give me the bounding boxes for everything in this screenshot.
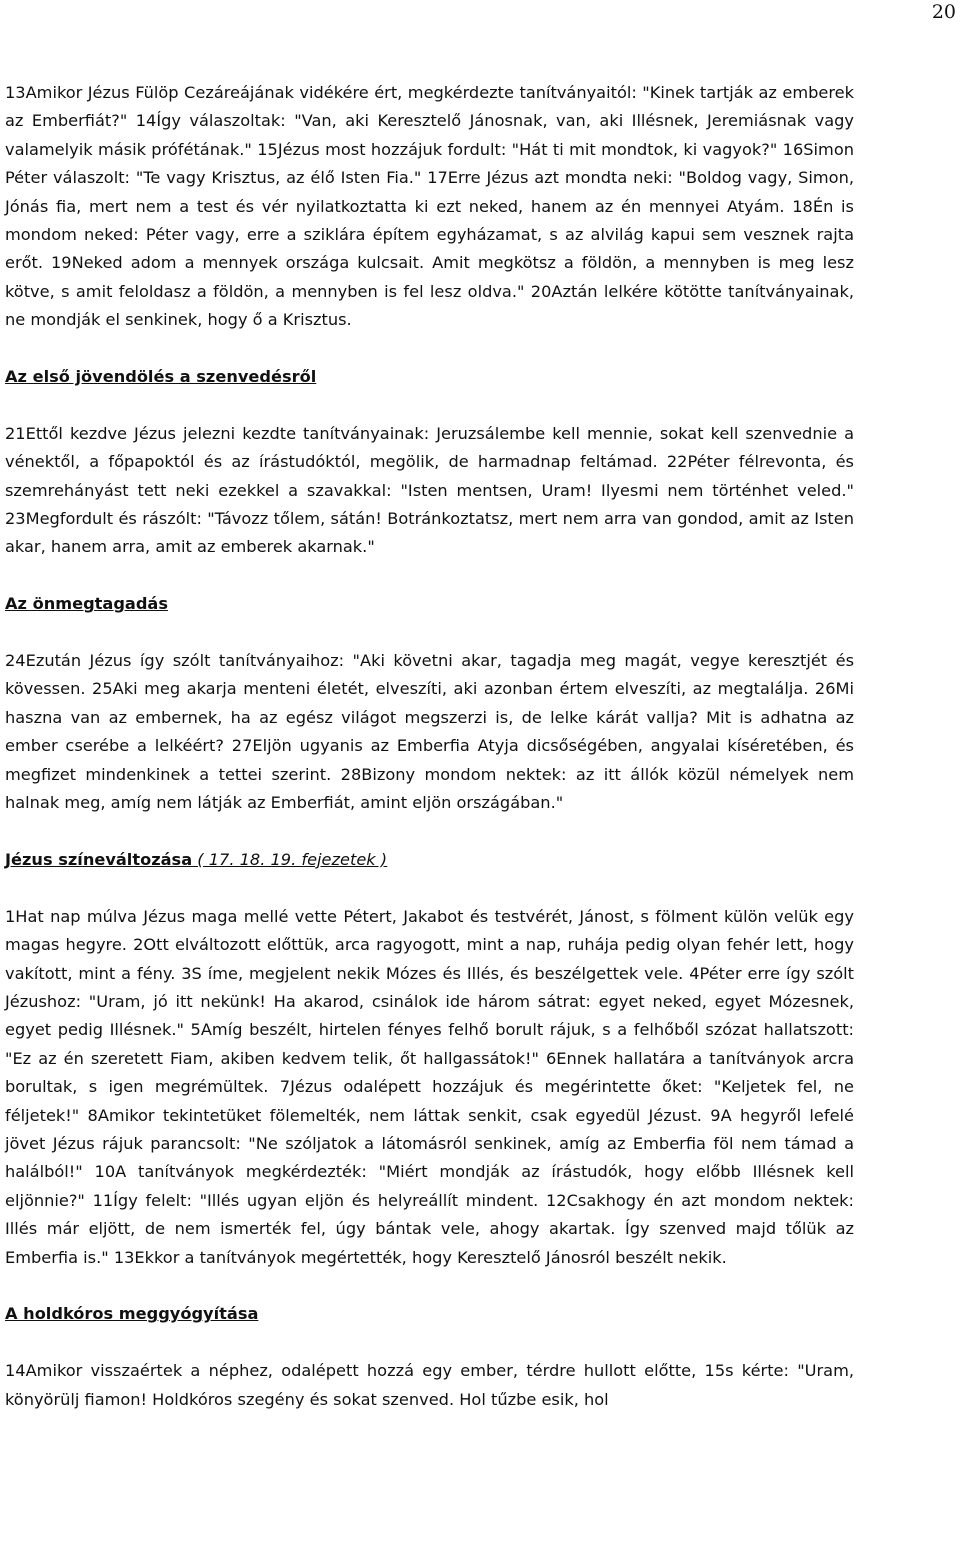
- heading-first-passion-prediction: [5, 363, 854, 391]
- page-number: 20: [931, 1, 956, 23]
- heading-text: Jézus színeváltozása: [5, 849, 193, 869]
- heading-text: Az első jövendölés a szenvedésről: [5, 367, 317, 387]
- paragraph-self-denial: 24Ezután Jézus így szólt tanítványaihoz: "Aki követni akar, tagadja meg magát, vegye keresztjét és kövessen. 25Aki meg akarja menteni életét, elveszíti, aki azonban értem elveszíti, az megtalálja. 26Mi haszna van az embernek, ha az egész világot megszerzi is, de lelke kárát vallja? Mit is adhatna az ember cserébe a lelkéért? 27Eljön ugyanis az Emberfia Atyja dicsőségében, angyalai kíséretében, és megfizet mindenkinek a tettei szerint. 28Bizony mondom nektek: az itt állók közül némelyek nem halnak meg, amíg nem látják az Emberfiát, amint eljön országában.": [5, 651, 854, 813]
- heading-text: Az önmegtagadás: [5, 594, 168, 614]
- paragraph-passion-prediction: 21Ettől kezdve Jézus jelezni kezdte tanítványainak: Jeruzsálembe kell mennie, sokat kell szenvednie a vénektől, a főpapoktól és az írástudóktól, megölik, de harmadnap feltámad. 22Péter félrevonta, és szemrehányást tett neki ezekkel a szavakkal: "Isten mentsen, Uram! Ilyesmi nem történhet veled." 23Megfordult és rászólt: "Távozz tőlem, sátán! Botránkoztatsz, mert nem arra van gondod, amit az Isten akar, hanem arra, amit az emberek akarnak.": [5, 423, 854, 557]
- heading-text: A holdkóros meggyógyítása: [5, 1304, 259, 1324]
- paragraph-healing-epileptic: 14Amikor visszaértek a néphez, odalépett hozzá egy ember, térdre hullott előtte, 15s kérte: "Uram, könyörülj fiamon! Holdkóros szegény és sokat szenved. Hol tűzbe esik, hol: [5, 1361, 854, 1409]
- paragraph-transfiguration: 1Hat nap múlva Jézus maga mellé vette Pétert, Jakabot és testvérét, Jánost, s fölment külön velük egy magas hegyre. 2Ott elváltozott előttük, arca ragyogott, mint a nap, ruhája pedig olyan fehér lett, hogy vakított, mint a fény. 3S íme, megjelent nekik Mózes és Illés, és beszélgettek vele. 4Péter erre így szólt Jézushoz: "Uram, jó itt nekünk! Ha akarod, csinálok ide három sátrat: egyet neked, egyet Mózesnek, egyet pedig Illésnek." 5Amíg beszélt, hirtelen fényes felhő borult rájuk, s a felhőből szózat hallatszott: "Ez az én szeretett Fiam, akiben kedvem telik, őt hallgassátok!" 6Ennek hallatára a tanítványok arcra borultak, s igen megrémültek. 7Jézus odalépett hozzájuk és megérintette őket: "Keljetek fel, ne féljetek!" 8Amikor tekintetüket fölemelték, nem láttak senkit, csak egyedül Jézust. 9A hegyről lefelé jövet Jézus rájuk parancsolt: "Ne szóljatok a látomásról senkinek, amíg az Emberfia föl nem támad a halálból!" 10A tanítványok megkérdezték: "Miért mondják az írástudók, hogy előbb Illésnek kell eljönnie?" 11Így felelt: "Illés ugyan eljön és helyreállít mindent. 12Csakhogy én azt mondom nektek: Illés már eljött, de nem ismerték fel, úgy bántak vele, ahogy akartak. Így szenved majd tőlük az Emberfia is." 13Ekkor a tanítványok megértették, hogy Keresztelő Jánosról beszélt nekik.: [5, 906, 854, 1267]
- heading-transfiguration: [5, 846, 854, 874]
- heading-chapter-reference: ( 17. 18. 19. fejezetek ): [192, 849, 388, 869]
- document-body: [5, 79, 854, 1414]
- paragraph-peter-confession: 13Amikor Jézus Fülöp Cezáreájának vidékére ért, megkérdezte tanítványaitól: "Kinek tartják az emberek az Emberfiát?" 14Így válaszoltak: "Van, aki Keresztelő Jánosnak, van, aki Illésnek, Jeremiásnak vagy valamelyik másik prófétának." 15Jézus most hozzájuk fordult: "Hát ti mit mondtok, ki vagyok?" 16Simon Péter válaszolt: "Te vagy Krisztus, az élő Isten Fia." 17Erre Jézus azt mondta neki: "Boldog vagy, Simon, Jónás fia, mert nem a test és vér nyilatkoztatta ki ezt neked, hanem az én mennyei Atyám. 18Én is mondom neked: Péter vagy, erre a sziklára építem egyházamat, s az alvilág kapui sem vesznek rajta erőt. 19Neked adom a mennyek országa kulcsait. Amit megkötsz a földön, a mennyben is meg lesz kötve, s amit feloldasz a földön, a mennyben is fel lesz oldva." 20Aztán lelkére kötötte tanítványainak, ne mondják el senkinek, hogy ő a Krisztus.: [5, 83, 854, 330]
- heading-self-denial: [5, 590, 854, 618]
- heading-healing-epileptic: [5, 1300, 854, 1328]
